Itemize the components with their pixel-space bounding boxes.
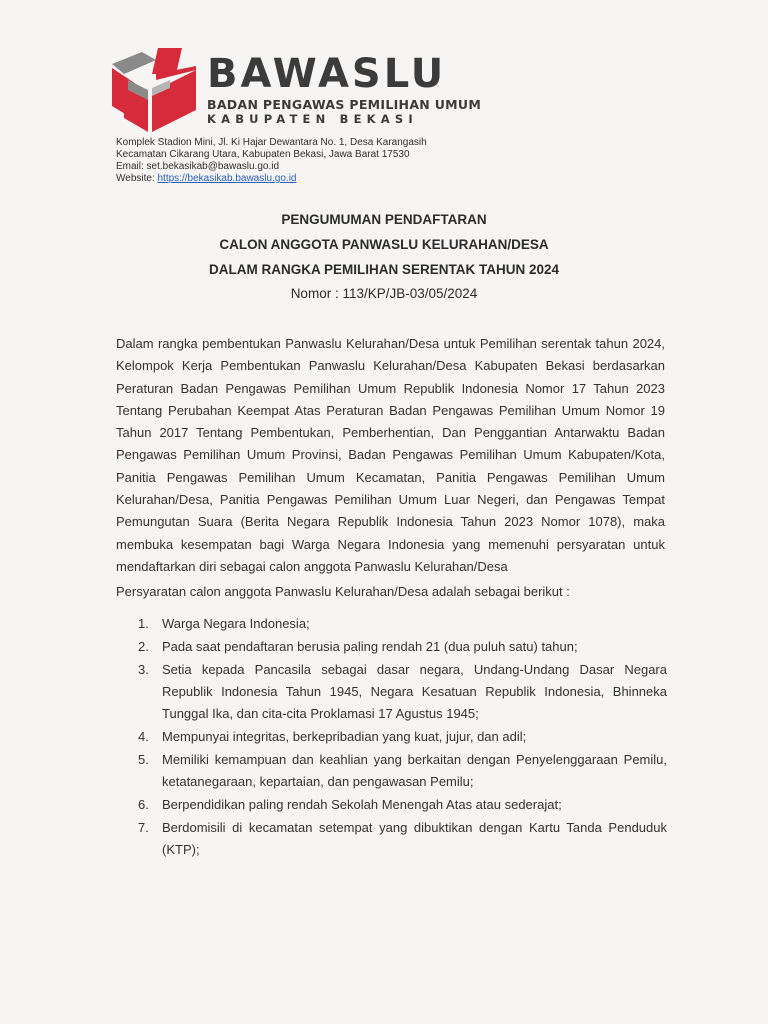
- title-line-3: DALAM RANGKA PEMILIHAN SERENTAK TAHUN 2024: [208, 262, 560, 277]
- announcement-number: Nomor : 113/KP/JB-03/05/2024: [290, 286, 478, 301]
- list-item-number: 2.: [138, 638, 149, 654]
- website-link[interactable]: https://bekasikab.bawaslu.go.id: [157, 173, 297, 184]
- list-item-number: 3.: [138, 661, 149, 677]
- list-item: [116, 659, 667, 726]
- list-item-text: Setia kepada Pancasila sebagai dasar negara, Undang-Undang Dasar Negara Republik Indonesia Tahun 1945, Negara Kesatuan Republik Indonesia, Bhinneka Tunggal Ika, dan cita-cita Proklamasi 17 Agustus 1945;: [162, 661, 667, 722]
- list-item: [116, 636, 667, 658]
- list-item-number: 1.: [138, 616, 149, 631]
- list-item-text: Berdomisili di kecamatan setempat yang dibuktikan dengan Kartu Tanda Penduduk (KTP);: [162, 819, 667, 857]
- email-text: Email: set.bekasikab@bawaslu.go.id: [116, 161, 280, 172]
- title-line-1: PENGUMUMAN PENDAFTARAN: [281, 212, 487, 227]
- list-item-text: Memiliki kemampuan dan keahlian yang berkaitan dengan Penyelenggaraan Pemilu, ketatanegaraan, kepartaian, dan pengawasan Pemilu;: [162, 751, 667, 790]
- list-item-number: 7.: [138, 819, 149, 835]
- list-item: [116, 749, 667, 794]
- org-name: BAWASLU: [207, 51, 447, 97]
- list-item-text: Pada saat pendaftaran berusia paling rendah 21 (dua puluh satu) tahun;: [162, 638, 578, 654]
- bawaslu-logo-icon: [112, 48, 200, 134]
- list-item: [116, 817, 667, 862]
- letterhead-address: [116, 137, 427, 185]
- list-item-text: Mempunyai integritas, berkepribadian yang kuat, jujur, dan adil;: [162, 728, 527, 744]
- requirements-intro: Persyaratan calon anggota Panwaslu Kelurahan/Desa adalah sebagai berikut :: [116, 584, 570, 599]
- address-line-1: Komplek Stadion Mini, Jl. Ki Hajar Dewantara No. 1, Desa Karangasih: [116, 137, 427, 148]
- list-item: [116, 613, 667, 635]
- letterhead-brand: [207, 52, 481, 126]
- website-label: Website:: [116, 173, 158, 184]
- list-item-number: 5.: [138, 751, 149, 767]
- list-item-text: Berpendidikan paling rendah Sekolah Menengah Atas atau sederajat;: [162, 796, 562, 812]
- title-line-2: CALON ANGGOTA PANWASLU KELURAHAN/DESA: [219, 237, 549, 252]
- org-region: KABUPATEN BEKASI: [207, 112, 418, 126]
- org-full-name: BADAN PENGAWAS PEMILIHAN UMUM: [207, 97, 482, 112]
- address-line-2: Kecamatan Cikarang Utara, Kabupaten Bekasi, Jawa Barat 17530: [116, 149, 410, 160]
- website-line: [116, 173, 427, 185]
- list-item: [116, 794, 667, 816]
- requirements-list: [116, 613, 667, 862]
- list-item-number: 4.: [138, 728, 149, 744]
- list-item-number: 6.: [138, 796, 149, 812]
- list-item-text: Warga Negara Indonesia;: [162, 616, 310, 631]
- intro-paragraph: Dalam rangka pembentukan Panwaslu Kelurahan/Desa untuk Pemilihan serentak tahun 2024, Kelompok Kerja Pembentukan Panwaslu Kelurahan/Desa Kabupaten Bekasi berdasarkan Peraturan Badan Pengawas Pemilihan Umum Republik Indonesia Nomor 17 Tahun 2023 Tentang Perubahan Keempat Atas Peraturan Badan Pengawas Pemilihan Umum Nomor 19 Tahun 2017 Tentang Pembentukan, Pemberhentian, Dan Penggantian Antarwaktu Badan Pengawas Pemilihan Umum Provinsi, Badan Pengawas Pemilihan Umum Kabupaten/Kota, Panitia Pengawas Pemilihan Umum Kecamatan, Panitia Pengawas Pemilihan Umum Kelurahan/Desa, Panitia Pengawas Pemilihan Umum Luar Negeri, dan Pengawas Tempat Pemungutan Suara (Berita Negara Republik Indonesia Tahun 2023 Nomor 1078), maka membuka kesempatan bagi Warga Negara Indonesia yang memenuhi persyaratan untuk mendaftarkan diri sebagai calon anggota Panwaslu Kelurahan/Desa: [116, 336, 665, 574]
- list-item: [116, 726, 667, 748]
